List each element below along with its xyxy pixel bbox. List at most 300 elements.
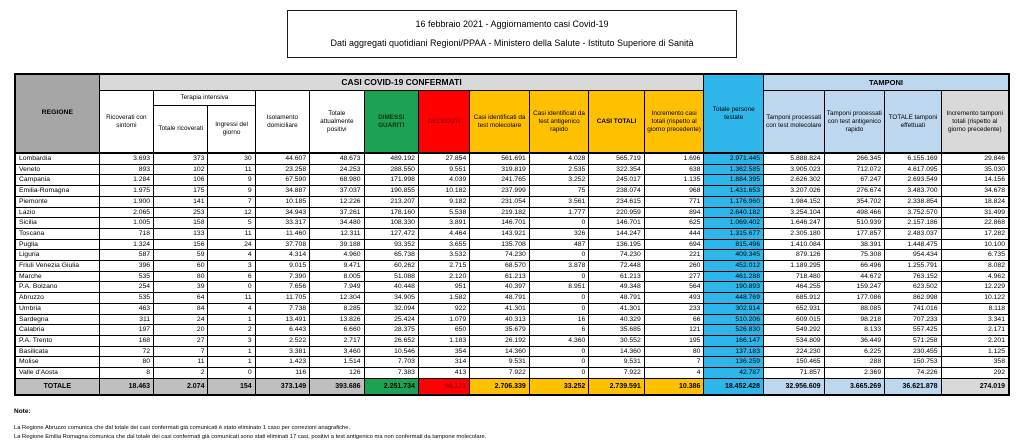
value-cell: 9.182 xyxy=(418,196,469,207)
value-cell: 1.324 xyxy=(99,239,153,250)
value-cell: 254 xyxy=(99,282,153,293)
value-cell: 535 xyxy=(99,293,153,304)
value-cell: 498.466 xyxy=(824,207,885,218)
value-cell: 34.943 xyxy=(255,207,309,218)
value-cell: 11 xyxy=(208,228,255,239)
value-cell: 22.868 xyxy=(941,218,1009,229)
value-cell: 1.975 xyxy=(99,186,153,197)
value-cell: 12.229 xyxy=(941,282,1009,293)
header-attualmente-positivi: Totale attualmente positivi xyxy=(310,91,364,154)
table-row xyxy=(15,368,1009,379)
value-cell: 8.285 xyxy=(310,303,364,314)
value-cell: 815.496 xyxy=(704,239,764,250)
value-cell: 220.959 xyxy=(589,207,644,218)
table-row xyxy=(15,196,1009,207)
value-cell: 2.640.182 xyxy=(704,207,764,218)
value-cell: 245.017 xyxy=(589,175,644,186)
value-cell: 1.362.585 xyxy=(704,164,764,175)
value-cell: 1.135 xyxy=(644,175,704,186)
value-cell: 2.171 xyxy=(941,325,1009,336)
value-cell: 11 xyxy=(154,357,208,368)
total-value-cell: 36.621.878 xyxy=(885,378,941,395)
table-row xyxy=(15,250,1009,261)
value-cell: 277 xyxy=(644,271,704,282)
value-cell: 319.819 xyxy=(470,164,530,175)
value-cell: 718.480 xyxy=(763,271,824,282)
value-cell: 5.888.824 xyxy=(763,153,824,164)
table-row xyxy=(15,346,1009,357)
value-cell: 6 xyxy=(529,325,589,336)
table-row xyxy=(15,153,1009,164)
value-cell: 17.282 xyxy=(941,228,1009,239)
note-emilia-romagna: La Regione Emilia Romagna comunica che dal totale dei casi confermati già comunicati sono stati eliminati 17 casi, positivi a test antigenico ma non confermati da tampone molecolare. xyxy=(14,433,487,440)
value-cell: 1.183 xyxy=(418,335,469,346)
value-cell: 3.532 xyxy=(418,250,469,261)
value-cell: 587 xyxy=(99,250,153,261)
value-cell: 136.259 xyxy=(704,357,764,368)
header-terapia-intensiva: Terapia intensiva xyxy=(154,91,256,106)
value-cell: 487 xyxy=(529,239,589,250)
value-cell: 493 xyxy=(644,293,704,304)
value-cell: 11.705 xyxy=(255,293,309,304)
value-cell: 7.703 xyxy=(364,357,418,368)
value-cell: 121 xyxy=(644,325,704,336)
value-cell: 4.464 xyxy=(418,228,469,239)
total-row xyxy=(15,378,1009,395)
value-cell: 66.496 xyxy=(824,261,885,272)
value-cell: 190.855 xyxy=(364,186,418,197)
value-cell: 302.914 xyxy=(704,303,764,314)
value-cell: 1.984.152 xyxy=(763,196,824,207)
value-cell: 526.830 xyxy=(704,325,764,336)
value-cell: 2.717 xyxy=(310,335,364,346)
value-cell: 12 xyxy=(208,207,255,218)
value-cell: 171.998 xyxy=(364,175,418,186)
value-cell: 178.160 xyxy=(364,207,418,218)
value-cell: 1.900 xyxy=(99,196,153,207)
value-cell: 8.082 xyxy=(941,261,1009,272)
value-cell: 20 xyxy=(154,325,208,336)
value-cell: 2.522 xyxy=(255,335,309,346)
header-incremento-casi: Incremento casi totali (rispetto al giorno precedente) xyxy=(644,91,704,154)
value-cell: 409.345 xyxy=(704,250,764,261)
value-cell: 36.449 xyxy=(824,335,885,346)
value-cell: 241.765 xyxy=(470,175,530,186)
region-name-cell: Toscana xyxy=(15,228,99,239)
value-cell: 461.288 xyxy=(704,271,764,282)
value-cell: 219.182 xyxy=(470,207,530,218)
value-cell: 288.550 xyxy=(364,164,418,175)
value-cell: 2.971.445 xyxy=(704,153,764,164)
header-group-casi-confermati: CASI COVID-19 CONFERMATI xyxy=(99,74,704,91)
value-cell: 0 xyxy=(529,303,589,314)
header-isolamento-domiciliare: Isolamento domiciliare xyxy=(255,91,309,154)
note-abruzzo: La Regione Abruzzo comunica che dal totale dei casi confermati già comunicati è stato eliminato 1 caso per correzioni anagrafiche. xyxy=(14,424,351,431)
value-cell: 84 xyxy=(154,303,208,314)
value-cell: 68.980 xyxy=(310,175,364,186)
value-cell: 26.192 xyxy=(470,335,530,346)
total-value-cell: 274.019 xyxy=(941,378,1009,395)
total-value-cell: 393.686 xyxy=(310,378,364,395)
value-cell: 557.425 xyxy=(885,325,941,336)
value-cell: 40.313 xyxy=(470,314,530,325)
value-cell: 3 xyxy=(208,335,255,346)
region-name-cell: Liguria xyxy=(15,250,99,261)
value-cell: 2.715 xyxy=(418,261,469,272)
table-header xyxy=(15,74,1009,153)
value-cell: 1.884.395 xyxy=(704,175,764,186)
value-cell: 49.348 xyxy=(589,282,644,293)
value-cell: 8.118 xyxy=(941,303,1009,314)
value-cell: 3.252 xyxy=(529,175,589,186)
header-persone-testate: Totale persone testate xyxy=(704,74,764,153)
value-cell: 233 xyxy=(644,303,704,314)
value-cell: 260 xyxy=(644,261,704,272)
value-cell: 464.255 xyxy=(763,282,824,293)
value-cell: 4.962 xyxy=(941,271,1009,282)
value-cell: 14.156 xyxy=(941,175,1009,186)
value-cell: 144.247 xyxy=(589,228,644,239)
region-name-cell: Basilicata xyxy=(15,346,99,357)
value-cell: 311 xyxy=(99,314,153,325)
value-cell: 24 xyxy=(154,314,208,325)
value-cell: 1.315.677 xyxy=(704,228,764,239)
value-cell: 75.308 xyxy=(824,250,885,261)
value-cell: 452.012 xyxy=(704,261,764,272)
value-cell: 10.182 xyxy=(418,186,469,197)
value-cell: 141 xyxy=(154,196,208,207)
value-cell: 3.483.700 xyxy=(885,186,941,197)
value-cell: 41.301 xyxy=(589,303,644,314)
value-cell: 1.431.653 xyxy=(704,186,764,197)
value-cell: 9.551 xyxy=(418,164,469,175)
value-cell: 231.054 xyxy=(470,196,530,207)
notes-label: Note: xyxy=(14,407,31,415)
value-cell: 30.552 xyxy=(589,335,644,346)
value-cell: 159.247 xyxy=(824,282,885,293)
value-cell: 3.207.026 xyxy=(763,186,824,197)
value-cell: 1.423 xyxy=(255,357,309,368)
value-cell: 9 xyxy=(208,186,255,197)
value-cell: 6 xyxy=(208,271,255,282)
value-cell: 35.685 xyxy=(589,325,644,336)
value-cell: 3.891 xyxy=(418,218,469,229)
region-name-cell: Lazio xyxy=(15,207,99,218)
value-cell: 4 xyxy=(208,250,255,261)
value-cell: 8.951 xyxy=(529,282,589,293)
total-value-cell: 154 xyxy=(208,378,255,395)
value-cell: 11 xyxy=(208,293,255,304)
table-body xyxy=(15,153,1009,395)
value-cell: 11.460 xyxy=(255,228,309,239)
value-cell: 862.998 xyxy=(885,293,941,304)
value-cell: 7 xyxy=(208,196,255,207)
value-cell: 4.314 xyxy=(255,250,309,261)
value-cell: 224.230 xyxy=(763,346,824,357)
table-row xyxy=(15,325,1009,336)
value-cell: 3.561 xyxy=(529,196,589,207)
value-cell: 48.673 xyxy=(310,153,364,164)
value-cell: 2.065 xyxy=(99,207,153,218)
value-cell: 1 xyxy=(208,357,255,368)
value-cell: 230.455 xyxy=(885,346,941,357)
value-cell: 2.338.854 xyxy=(885,196,941,207)
covid-table xyxy=(14,73,1010,396)
region-name-cell: Veneto xyxy=(15,164,99,175)
value-cell: 156 xyxy=(154,239,208,250)
value-cell: 4 xyxy=(208,303,255,314)
value-cell: 14.360 xyxy=(470,346,530,357)
value-cell: 7 xyxy=(644,357,704,368)
value-cell: 72 xyxy=(99,346,153,357)
value-cell: 65.738 xyxy=(364,250,418,261)
value-cell: 922 xyxy=(418,303,469,314)
table-row xyxy=(15,218,1009,229)
header-tamponi-antigenico: Tamponi processati con test antigenico rapido xyxy=(824,91,885,154)
value-cell: 146.701 xyxy=(589,218,644,229)
value-cell: 48.791 xyxy=(589,293,644,304)
header-deceduti: DECEDUTI xyxy=(418,91,469,154)
header-dimessi-guariti: DIMESSI GUARITI xyxy=(364,91,418,154)
value-cell: 10.185 xyxy=(255,196,309,207)
total-value-cell: 33.252 xyxy=(529,378,589,395)
region-name-cell: Lombardia xyxy=(15,153,99,164)
table-row xyxy=(15,357,1009,368)
value-cell: 3.655 xyxy=(418,239,469,250)
value-cell: 625 xyxy=(644,218,704,229)
value-cell: 34.678 xyxy=(941,186,1009,197)
value-cell: 510.939 xyxy=(824,218,885,229)
value-cell: 4.960 xyxy=(310,250,364,261)
value-cell: 40.329 xyxy=(589,314,644,325)
value-cell: 221 xyxy=(644,250,704,261)
value-cell: 7.738 xyxy=(255,303,309,314)
value-cell: 61.213 xyxy=(589,271,644,282)
value-cell: 9.531 xyxy=(470,357,530,368)
value-cell: 133 xyxy=(154,228,208,239)
value-cell: 6.225 xyxy=(824,346,885,357)
table-row xyxy=(15,271,1009,282)
value-cell: 135.708 xyxy=(470,239,530,250)
value-cell: 6.660 xyxy=(310,325,364,336)
value-cell: 37.261 xyxy=(310,207,364,218)
value-cell: 609.015 xyxy=(763,314,824,325)
value-cell: 2.157.186 xyxy=(885,218,941,229)
value-cell: 26.652 xyxy=(364,335,418,346)
value-cell: 894 xyxy=(644,207,704,218)
value-cell: 10.122 xyxy=(941,293,1009,304)
region-name-cell: Friuli Venezia Giulia xyxy=(15,261,99,272)
value-cell: 2.626.302 xyxy=(763,175,824,186)
region-name-cell: Abruzzo xyxy=(15,293,99,304)
total-value-cell: 2.739.591 xyxy=(589,378,644,395)
region-name-cell: Molise xyxy=(15,357,99,368)
value-cell: 1.005 xyxy=(99,218,153,229)
value-cell: 565.719 xyxy=(589,153,644,164)
header-casi-test-molecolare: Casi identificati da test molecolare xyxy=(470,91,530,154)
title-box xyxy=(287,10,737,58)
value-cell: 2.535 xyxy=(529,164,589,175)
bulletin-source-subtitle: Dati aggregati quotidiani Regioni/PPAA - Ministero della Salute - Istituto Superiore di Sanità xyxy=(330,38,694,48)
value-cell: 64 xyxy=(154,293,208,304)
value-cell: 150.753 xyxy=(885,357,941,368)
value-cell: 12.304 xyxy=(310,293,364,304)
value-cell: 168 xyxy=(99,335,153,346)
value-cell: 253 xyxy=(154,207,208,218)
value-cell: 9.015 xyxy=(255,261,309,272)
total-value-cell: 2.251.734 xyxy=(364,378,418,395)
value-cell: 150.465 xyxy=(763,357,824,368)
value-cell: 71.857 xyxy=(763,368,824,379)
bulletin-date-title: 16 febbraio 2021 - Aggiornamento casi Covid-19 xyxy=(415,19,609,29)
value-cell: 35.030 xyxy=(941,164,1009,175)
total-value-cell: 3.665.269 xyxy=(824,378,885,395)
value-cell: 34.887 xyxy=(255,186,309,197)
value-cell: 35.679 xyxy=(470,325,530,336)
value-cell: 771 xyxy=(644,196,704,207)
value-cell: 448.769 xyxy=(704,293,764,304)
value-cell: 3.341 xyxy=(941,314,1009,325)
value-cell: 4.360 xyxy=(529,335,589,346)
value-cell: 108.330 xyxy=(364,218,418,229)
value-cell: 638 xyxy=(644,164,704,175)
value-cell: 175 xyxy=(154,186,208,197)
value-cell: 44.607 xyxy=(255,153,309,164)
value-cell: 67.247 xyxy=(824,175,885,186)
value-cell: 3.905.023 xyxy=(763,164,824,175)
value-cell: 5 xyxy=(208,218,255,229)
value-cell: 1.125 xyxy=(941,346,1009,357)
region-name-cell: P.A. Trento xyxy=(15,335,99,346)
value-cell: 7.656 xyxy=(255,282,309,293)
value-cell: 623.502 xyxy=(885,282,941,293)
value-cell: 549.292 xyxy=(763,325,824,336)
value-cell: 1.189.295 xyxy=(763,261,824,272)
header-ingressi-giorno: Ingressi del giorno xyxy=(208,106,255,154)
value-cell: 741.016 xyxy=(885,303,941,314)
value-cell: 2.120 xyxy=(418,271,469,282)
value-cell: 266.345 xyxy=(824,153,885,164)
value-cell: 1.410.084 xyxy=(763,239,824,250)
value-cell: 1.069.402 xyxy=(704,218,764,229)
region-name-cell: Umbria xyxy=(15,303,99,314)
value-cell: 75 xyxy=(529,186,589,197)
value-cell: 10.546 xyxy=(364,346,418,357)
table-row xyxy=(15,335,1009,346)
value-cell: 74.226 xyxy=(885,368,941,379)
value-cell: 951 xyxy=(418,282,469,293)
table-row xyxy=(15,261,1009,272)
value-cell: 31.499 xyxy=(941,207,1009,218)
total-value-cell: 94.171 xyxy=(418,378,469,395)
header-tamponi-molecolare: Tamponi processati con test molecolare xyxy=(763,91,824,154)
value-cell: 23.258 xyxy=(255,164,309,175)
value-cell: 2 xyxy=(208,325,255,336)
value-cell: 61.213 xyxy=(470,271,530,282)
value-cell: 0 xyxy=(529,250,589,261)
value-cell: 7.949 xyxy=(310,282,364,293)
value-cell: 893 xyxy=(99,164,153,175)
value-cell: 4 xyxy=(644,368,704,379)
value-cell: 68.570 xyxy=(470,261,530,272)
value-cell: 0 xyxy=(529,271,589,282)
value-cell: 32.094 xyxy=(364,303,418,314)
value-cell: 2.201 xyxy=(941,335,1009,346)
value-cell: 8.005 xyxy=(310,271,364,282)
value-cell: 571.258 xyxy=(885,335,941,346)
region-name-cell: Marche xyxy=(15,271,99,282)
value-cell: 561.691 xyxy=(470,153,530,164)
region-name-cell: P.A. Bolzano xyxy=(15,282,99,293)
value-cell: 354 xyxy=(418,346,469,357)
value-cell: 3.460 xyxy=(310,346,364,357)
page xyxy=(0,10,1024,442)
value-cell: 80 xyxy=(154,271,208,282)
value-cell: 3.254.104 xyxy=(763,207,824,218)
value-cell: 8 xyxy=(99,368,153,379)
value-cell: 535 xyxy=(99,271,153,282)
region-name-cell: Valle d'Aosta xyxy=(15,368,99,379)
value-cell: 13.826 xyxy=(310,314,364,325)
value-cell: 4.039 xyxy=(418,175,469,186)
value-cell: 39.188 xyxy=(310,239,364,250)
value-cell: 879.126 xyxy=(763,250,824,261)
value-cell: 177.857 xyxy=(824,228,885,239)
value-cell: 4.617.095 xyxy=(885,164,941,175)
value-cell: 8.133 xyxy=(824,325,885,336)
value-cell: 0 xyxy=(208,368,255,379)
value-cell: 44.672 xyxy=(824,271,885,282)
value-cell: 30 xyxy=(208,153,255,164)
value-cell: 80 xyxy=(644,346,704,357)
value-cell: 0 xyxy=(529,293,589,304)
value-cell: 12.311 xyxy=(310,228,364,239)
value-cell: 12.226 xyxy=(310,196,364,207)
total-value-cell: 32.956.609 xyxy=(763,378,824,395)
value-cell: 51.088 xyxy=(364,271,418,282)
value-cell: 6.443 xyxy=(255,325,309,336)
total-value-cell: 373.149 xyxy=(255,378,309,395)
value-cell: 1.255.791 xyxy=(885,261,941,272)
value-cell: 1 xyxy=(208,314,255,325)
value-cell: 37.037 xyxy=(310,186,364,197)
value-cell: 0 xyxy=(529,218,589,229)
value-cell: 7 xyxy=(154,346,208,357)
table-row xyxy=(15,207,1009,218)
value-cell: 2 xyxy=(154,368,208,379)
value-cell: 7.922 xyxy=(589,368,644,379)
value-cell: 59 xyxy=(154,250,208,261)
value-cell: 106 xyxy=(154,175,208,186)
value-cell: 694 xyxy=(644,239,704,250)
value-cell: 28.375 xyxy=(364,325,418,336)
value-cell: 16 xyxy=(529,314,589,325)
total-label-cell: TOTALE xyxy=(15,378,99,395)
table-row xyxy=(15,175,1009,186)
value-cell: 652.931 xyxy=(763,303,824,314)
value-cell: 60.262 xyxy=(364,261,418,272)
value-cell: 9.531 xyxy=(589,357,644,368)
value-cell: 954.434 xyxy=(885,250,941,261)
value-cell: 1.777 xyxy=(529,207,589,218)
value-cell: 24 xyxy=(208,239,255,250)
table-row xyxy=(15,282,1009,293)
value-cell: 18.824 xyxy=(941,196,1009,207)
value-cell: 72.448 xyxy=(589,261,644,272)
value-cell: 143.921 xyxy=(470,228,530,239)
value-cell: 146.701 xyxy=(470,218,530,229)
table-row xyxy=(15,228,1009,239)
